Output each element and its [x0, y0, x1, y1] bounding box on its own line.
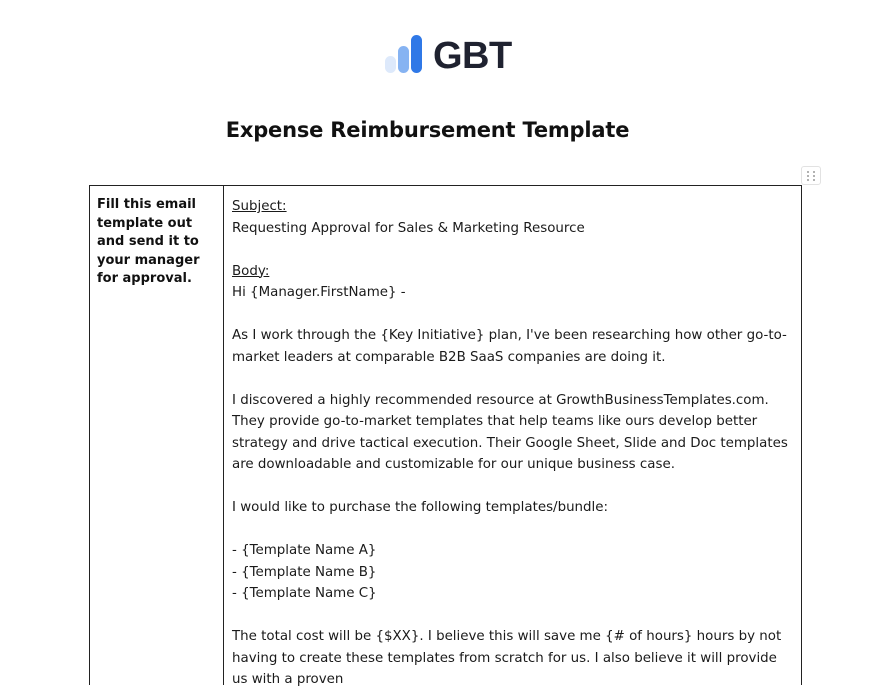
paragraph-research: As I work through the {Key Initiative} plan, I've been researching how other go-to-market leaders at comparable B2B SaaS companies are doing it. [232, 328, 787, 365]
document-title: Expense Reimbursement Template [225, 118, 630, 142]
email-template-cell[interactable] [224, 186, 801, 685]
template-item: - {Template Name A} [232, 543, 377, 558]
subject-label: Subject: [232, 199, 287, 214]
paragraph-cost: The total cost will be {$XX}. I believe this will save me {# of hours} hours by not having to create these templates from scratch for us. I also believe it will provide us with a proven [232, 629, 786, 687]
logo-bar-dark [411, 35, 422, 73]
paragraph-resource: I discovered a highly recommended resource at GrowthBusinessTemplates.com. They provide go-to-market templates that help teams like ours develop better strategy and drive tactical execution. Their Google Sheet, Slide and Doc templates are downloadable and customizable for our unique business case. [232, 392, 793, 472]
table-drag-handle[interactable] [801, 166, 821, 185]
instruction-cell[interactable] [90, 186, 224, 685]
template-item: - {Template Name B} [232, 564, 377, 580]
bar-chart-icon [383, 36, 425, 76]
instruction-text: Fill this email template out and send it to your manager for approval. [97, 197, 200, 287]
template-item: - {Template Name C} [232, 586, 377, 601]
greeting-text: Hi {Manager.FirstName} - [232, 285, 406, 300]
subject-text: Requesting Approval for Sales & Marketing Resource [232, 220, 585, 236]
logo-bar-light [385, 56, 396, 73]
paragraph-purchase: I would like to purchase the following templates/bundle: [232, 500, 609, 515]
drag-dots-icon [807, 171, 816, 181]
logo-bar-medium [398, 46, 409, 73]
brand-logo [383, 34, 512, 78]
email-template-table [89, 185, 802, 685]
body-label: Body: [232, 263, 270, 279]
brand-name: GBT [433, 35, 512, 77]
